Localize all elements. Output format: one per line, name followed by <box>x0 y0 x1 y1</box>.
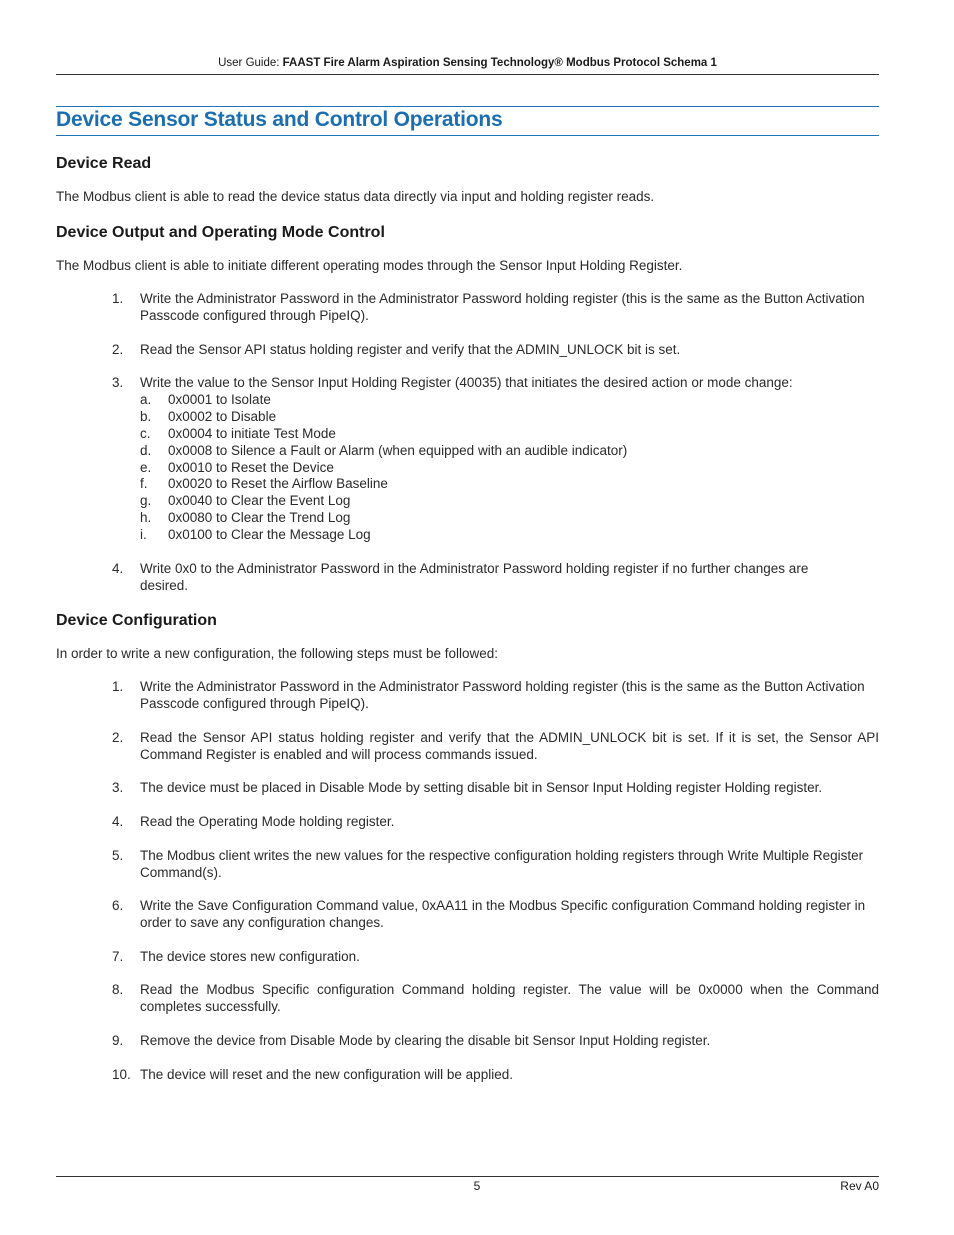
step-text: Read the Sensor API status holding register and verify that the ADMIN_UNLOCK bit is set. If it is set, the Sensor API Command Register is enabled and will process commands issued. <box>140 730 879 762</box>
step-text: Read the Modbus Specific configuration Command holding register. The value will be 0x0000 when the Command completes successfully. <box>140 982 879 1014</box>
footer-rule <box>56 1176 879 1177</box>
step-text: Remove the device from Disable Mode by clearing the disable bit Sensor Input Holding register. <box>140 1033 711 1048</box>
step-text: Write the Administrator Password in the Administrator Password holding register (this is the same as the Button Activation Passcode configured through PipeIQ). <box>140 679 865 711</box>
header-rule <box>56 74 879 75</box>
option-text: 0x0002 to Disable <box>168 409 277 424</box>
header-title: FAAST Fire Alarm Aspiration Sensing Technology® Modbus Protocol Schema 1 <box>282 57 717 69</box>
option-letter: c. <box>140 426 151 441</box>
step-text: Write the Save Configuration Command value, 0xAA11 in the Modbus Specific configuration Command holding register in order to save any configuration changes. <box>140 898 866 930</box>
device-config-intro: In order to write a new configuration, the following steps must be followed: <box>56 646 498 661</box>
step-number: 2. <box>112 342 124 357</box>
step-number: 4. <box>112 814 124 829</box>
option-text: 0x0100 to Clear the Message Log <box>168 527 371 542</box>
device-output-heading: Device Output and Operating Mode Control <box>56 224 385 241</box>
step-number: 1. <box>112 679 124 694</box>
option-letter: g. <box>140 493 152 508</box>
step-number: 10. <box>112 1067 131 1082</box>
header-prefix: User Guide: <box>218 57 283 69</box>
revision-label: Rev A0 <box>840 1179 879 1193</box>
option-text: 0x0020 to Reset the Airflow Baseline <box>168 476 388 491</box>
option-text: 0x0008 to Silence a Fault or Alarm (when equipped with an audible indicator) <box>168 443 628 458</box>
step-number: 3. <box>112 375 124 390</box>
step-number: 5. <box>112 848 124 863</box>
option-text: 0x0004 to initiate Test Mode <box>168 426 336 441</box>
step-text: The device will reset and the new configuration will be applied. <box>140 1067 513 1082</box>
step-number: 3. <box>112 780 124 795</box>
device-config-heading: Device Configuration <box>56 612 217 629</box>
option-letter: i. <box>140 527 147 542</box>
option-letter: b. <box>140 409 152 424</box>
option-text: 0x0040 to Clear the Event Log <box>168 493 351 508</box>
step-number: 9. <box>112 1033 124 1048</box>
step-text: Read the Sensor API status holding register and verify that the ADMIN_UNLOCK bit is set. <box>140 342 681 357</box>
section-title-bottom-rule <box>56 135 879 136</box>
step-text: Write 0x0 to the Administrator Password in the Administrator Password holding register if no further changes are desired. <box>140 561 809 593</box>
step-text: Write the value to the Sensor Input Holding Register (40035) that initiates the desired action or mode change: <box>140 375 793 390</box>
option-letter: e. <box>140 460 152 475</box>
step-text: Read the Operating Mode holding register. <box>140 814 395 829</box>
step-number: 8. <box>112 982 124 997</box>
step-text: The Modbus client writes the new values for the respective configuration holding registers through Write Multiple Register Command(s). <box>140 848 864 880</box>
section-title: Device Sensor Status and Control Operations <box>56 108 503 131</box>
option-letter: d. <box>140 443 152 458</box>
option-text: 0x0001 to Isolate <box>168 392 271 407</box>
option-letter: a. <box>140 392 152 407</box>
device-output-intro: The Modbus client is able to initiate different operating modes through the Sensor Input Holding Register. <box>56 258 683 273</box>
step-number: 1. <box>112 291 124 306</box>
option-text: 0x0010 to Reset the Device <box>168 460 334 475</box>
step-text: Write the Administrator Password in the Administrator Password holding register (this is the same as the Button Activation Passcode configured through PipeIQ). <box>140 291 865 323</box>
device-read-text: The Modbus client is able to read the device status data directly via input and holding register reads. <box>56 189 655 204</box>
step-number: 2. <box>112 730 124 745</box>
step-text: The device stores new configuration. <box>140 949 360 964</box>
option-letter: f. <box>140 476 148 491</box>
device-read-heading: Device Read <box>56 155 152 172</box>
step-text: The device must be placed in Disable Mode by setting disable bit in Sensor Input Holding register Holding register. <box>140 780 823 795</box>
step-number: 4. <box>112 561 124 576</box>
option-letter: h. <box>140 510 152 525</box>
page-number: 5 <box>473 1179 481 1193</box>
step-number: 7. <box>112 949 124 964</box>
option-text: 0x0080 to Clear the Trend Log <box>168 510 351 525</box>
page-header <box>56 57 879 69</box>
step-number: 6. <box>112 898 124 913</box>
